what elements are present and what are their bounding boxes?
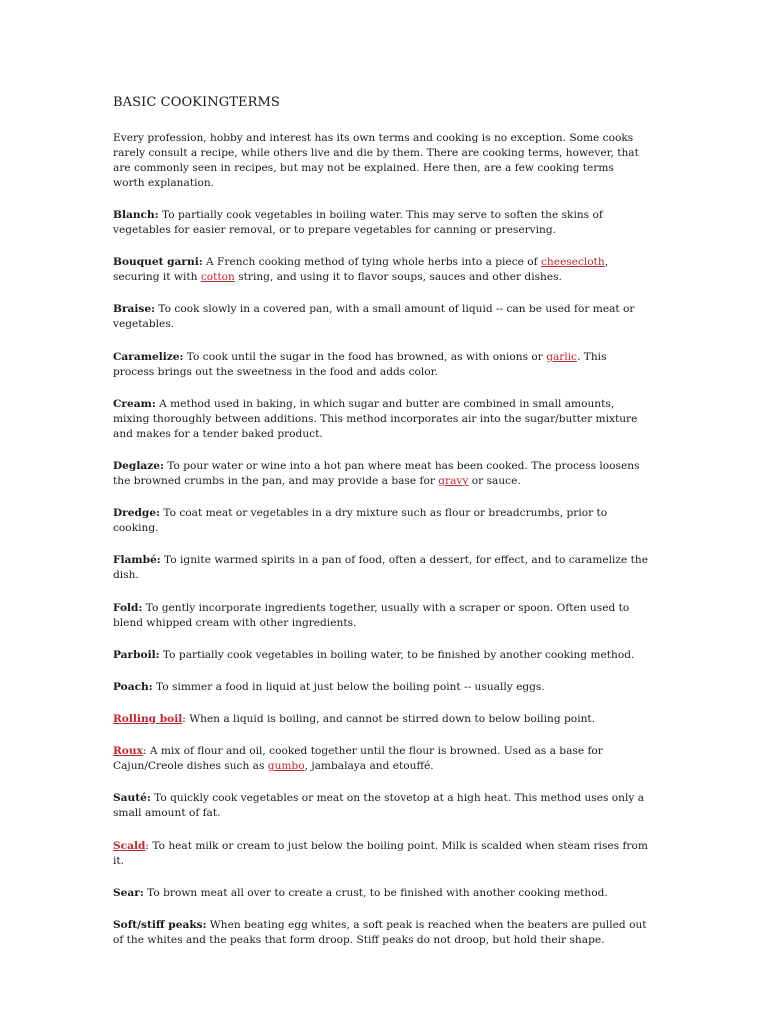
- definition-text: string, and using it to flavor soups, sauces and other dishes.: [234, 271, 562, 284]
- glossary-term-link[interactable]: Scald: [113, 839, 146, 852]
- inline-link[interactable]: cotton: [200, 271, 235, 284]
- definition-text: To coat meat or vegetables in a dry mixture such as flour or breadcrumbs, prior to cooking.: [113, 507, 608, 535]
- glossary-entry: [113, 791, 648, 821]
- glossary-entry: [113, 208, 648, 238]
- glossary-entry: [113, 744, 648, 774]
- definition-text: To simmer a food in liquid at just below the boiling point -- usually eggs.: [152, 680, 545, 693]
- definition-text: : A mix of flour and oil, cooked together until the flour is browned. Used as a base for Cajun/Creole dishes such as: [113, 745, 603, 773]
- definition-text: A method used in baking, in which sugar and butter are combined in small amounts, mixing thoroughly between additions. This method incorporates air into the sugar/butter mixture and makes for a tender baked product.: [113, 397, 638, 440]
- glossary-term: Parboil:: [113, 648, 160, 661]
- glossary-entry: [113, 302, 648, 332]
- glossary-list: [113, 208, 648, 948]
- glossary-term: Sauté:: [113, 792, 151, 805]
- glossary-term: Blanch:: [113, 209, 159, 221]
- inline-link[interactable]: cheesecloth: [540, 256, 605, 269]
- definition-text: , jambalaya and etouffé.: [304, 760, 434, 773]
- glossary-entry: [113, 459, 648, 489]
- glossary-entry: [113, 255, 648, 285]
- definition-text: , securing it with: [113, 256, 609, 284]
- definition-text: When beating egg whites, a soft peak is reached when the beaters are pulled out of the whites and the peaks that form droop. Stiff peaks do not droop, but hold their shape.: [113, 919, 647, 946]
- glossary-term: Poach:: [113, 680, 153, 693]
- definition-text: To brown meat all over to create a crust, to be finished with another cooking method.: [143, 886, 608, 899]
- glossary-term: Fold:: [113, 601, 143, 614]
- definition-text: To partially cook vegetables in boiling water, to be finished by another cooking method.: [159, 648, 635, 661]
- definition-text: : To heat milk or cream to just below the boiling point. Milk is scalded when steam rises from it.: [113, 839, 648, 867]
- glossary-term: Dredge:: [113, 507, 160, 520]
- glossary-term: Braise:: [113, 303, 156, 316]
- definition-text: To quickly cook vegetables or meat on the stovetop at a high heat. This method uses only a small amount of fat.: [113, 792, 645, 820]
- glossary-entry: [113, 918, 648, 948]
- glossary-term: Flambé:: [113, 554, 161, 567]
- glossary-entry: [113, 553, 648, 583]
- glossary-entry: [113, 506, 648, 536]
- glossary-entry: [113, 601, 648, 631]
- inline-link[interactable]: garlic: [546, 350, 578, 363]
- glossary-entry: [113, 648, 648, 663]
- definition-text: or sauce.: [468, 474, 521, 487]
- inline-link[interactable]: gravy: [438, 474, 469, 487]
- definition-text: A French cooking method of tying whole herbs into a piece of: [202, 256, 541, 269]
- intro-paragraph: Every profession, hobby and interest has its own terms and cooking is no exception. Some cooks rarely consult a recipe, while others live and die by them. There are cooking terms, however, that are commonly seen in recipes, but may not be explained. Here then, are a few cooking terms worth explanation.: [113, 132, 639, 189]
- glossary-term: Soft/stiff peaks:: [113, 919, 207, 931]
- glossary-term: Deglaze:: [113, 459, 164, 472]
- definition-text: To gently incorporate ingredients together, usually with a scraper or spoon. Often used to blend whipped cream with other ingredients.: [113, 601, 630, 629]
- glossary-term-link[interactable]: Roux: [113, 745, 143, 758]
- definition-text: To partially cook vegetables in boiling water. This may serve to soften the skins of vegetables for easier removal, or to prepare vegetables for canning or preserving.: [113, 209, 603, 236]
- glossary-term: Caramelize:: [113, 350, 184, 363]
- glossary-entry: [113, 839, 648, 869]
- definition-text: To ignite warmed spirits in a pan of food, often a dessert, for effect, and to caramelize the dish.: [113, 554, 649, 582]
- definition-text: To cook slowly in a covered pan, with a small amount of liquid -- can be used for meat or vegetables.: [113, 303, 635, 331]
- glossary-entry: [113, 350, 648, 380]
- glossary-entry: [113, 712, 648, 727]
- definition-text: To cook until the sugar in the food has browned, as with onions or: [183, 350, 547, 363]
- glossary-term: Cream:: [113, 397, 156, 410]
- glossary-entry: [113, 886, 648, 901]
- definition-text: . This process brings out the sweetness in the food and adds color.: [113, 350, 607, 378]
- definition-text: : When a liquid is boiling, and cannot be stirred down to below boiling point.: [182, 713, 596, 726]
- glossary-entry: [113, 680, 648, 695]
- definition-text: To pour water or wine into a hot pan where meat has been cooked. The process loosens the browned crumbs in the pan, and may provide a base for: [113, 459, 640, 487]
- glossary-entry: [113, 397, 648, 442]
- inline-link[interactable]: gumbo: [267, 760, 305, 773]
- page-title: BASIC COOKINGTERMS: [113, 95, 280, 110]
- glossary-term: Sear:: [113, 886, 144, 899]
- glossary-term-link[interactable]: Rolling boil: [113, 713, 183, 726]
- glossary-term: Bouquet garni:: [113, 256, 203, 269]
